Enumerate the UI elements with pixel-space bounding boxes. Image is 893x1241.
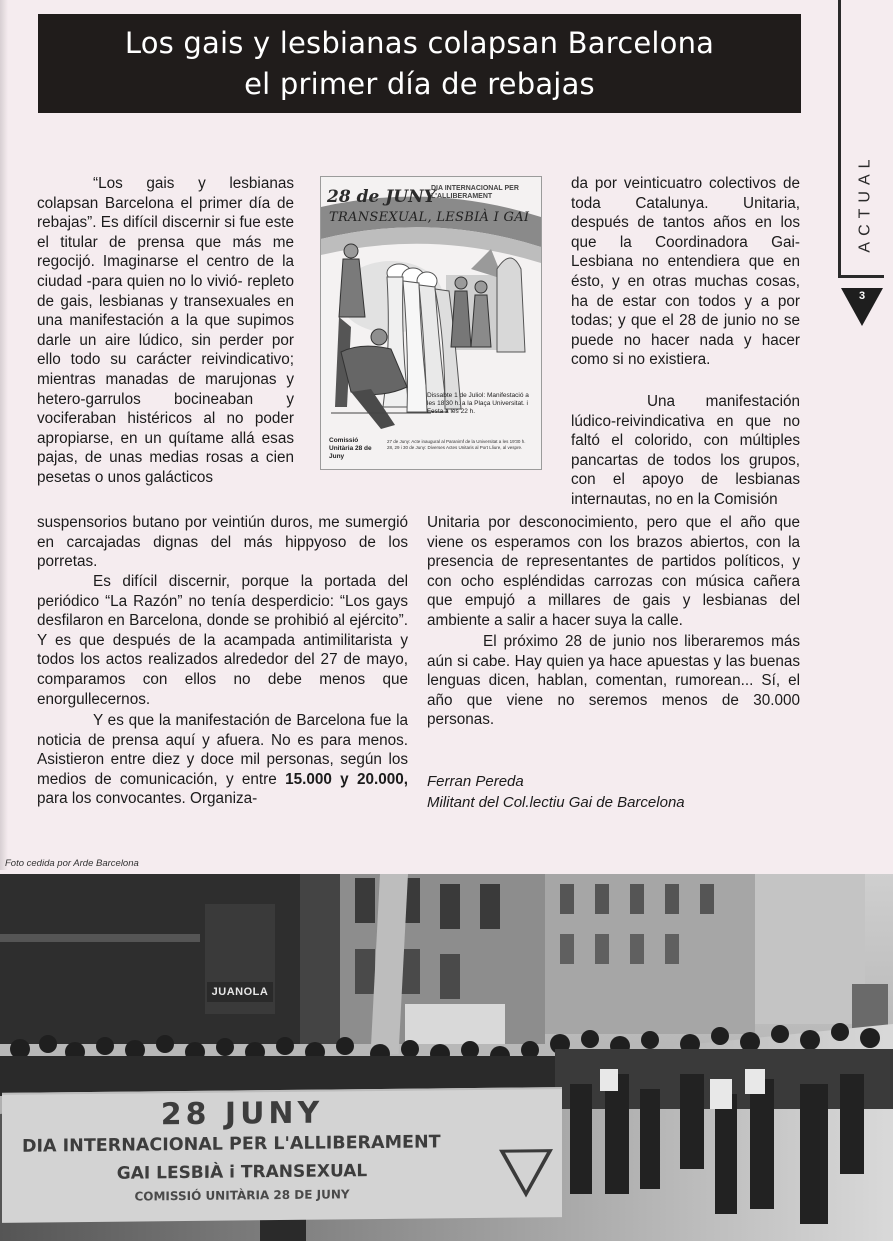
article-col1-p1-text: “Los gais y lesbianas colapsan Barcelona el primer día de rebajas”. Es difícil discernir si fue este el titular de prensa que más me regocijó. Imaginarse el centro de la ciudad -para quien no lo vivió- repleto de gais, lesbianas y transexuales en una manifestación a la que supimos darle un aire lúdico, sin perder por ello todo su carácter reivindicativo; mientras manadas de marujonas y hetero-garrulos bocineaban y vociferaban histéricos al no poder apropiarse, en un quítame allá esas pajas, de unas medias rosas a cien pesetas o unos galácticos xyxy=(37,175,294,486)
section-tab-rule-horizontal xyxy=(838,275,884,278)
page-number: 3 xyxy=(858,290,866,302)
event-poster-image xyxy=(320,176,542,470)
banner-line-2: DIA INTERNACIONAL PER L'ALLIBERAMENT xyxy=(22,1132,441,1157)
poster-footer-line-1: 27 de Juny: Acte inaugural al Paranimf de la Universitat a les 19'30 h. xyxy=(387,439,526,444)
article-title-bar xyxy=(38,14,801,113)
article-col2-p2-cont-text: Unitaria por desconocimiento, pero que el año que viene os esperamos con los brazos abiertos, con la presencia de representantes de partidos políticos, y con ocho espléndidas carrozas con música cañera que empujó a millares de gais y lesbianas del ambiente a salir a hacer suya la calle. xyxy=(427,514,800,629)
banner-line-3: GAI LESBIÀ i TRANSEXUAL xyxy=(116,1161,368,1184)
section-label xyxy=(846,140,886,265)
march-photo xyxy=(0,874,893,1241)
article-col1-paragraph-1 xyxy=(37,174,294,488)
section-label-text: ACTUAL xyxy=(857,152,874,253)
article-col1-p2-text: Es difícil discernir, porque la portada del periódico “La Razón” no tenía desperdicio: “Los gays desfilaron en Barcelona, donde se prohibió al ejército”. Y es que después de la acampada antimilitarista y todos los actos realizados alrededor del 27 de mayo, comparamos con ellos no debe menos que enorgullecernos. xyxy=(37,573,408,708)
article-col1-p1-cont-text: suspensorios butano por veintiún duros, me sumergió en carcajadas dignas del más hippyoso de los porretas. xyxy=(37,514,408,571)
article-col2-paragraph-3 xyxy=(427,632,800,730)
article-col2-paragraph-2-continued xyxy=(427,513,800,631)
author-affiliation: Militant del Col.lectiu Gai de Barcelona xyxy=(427,794,685,811)
section-tab-rule-vertical xyxy=(838,0,841,278)
article-col1-p3-tail-text: para los convocantes. Organiza- xyxy=(37,790,258,808)
banner-line-4: COMISSIÓ UNITÀRIA 28 DE JUNY xyxy=(134,1187,350,1204)
article-col1-p3-text: Y es que la manifestación de Barcelona fue la noticia de prensa aquí y afuera. No es para menos. Asistieron entre diez y doce mil personas, según los medios de comunicación, y entre xyxy=(37,712,408,788)
article-col2-p2-text: Una manifestación lúdico-reivindicativa en que no faltó el colorido, con múltiples pancartas de todos los grupos, con el apoyo de lesbianas internautas, no en la Comisión xyxy=(571,393,800,508)
photo-credit: Foto cedida por Arde Barcelona xyxy=(5,858,139,869)
article-col1-paragraph-2 xyxy=(37,572,408,709)
article-col2-paragraph-1 xyxy=(571,174,800,370)
banner-triangle-inner xyxy=(505,1152,547,1190)
article-title-line-1: Los gais y lesbianas colapsan Barcelona xyxy=(124,25,715,60)
march-banner xyxy=(2,1087,562,1223)
poster-tagline: TRANSEXUAL, LESBIÀ I GAI xyxy=(329,210,530,225)
article-title-line-2: el primer día de rebajas xyxy=(244,66,595,101)
article-col1-p3-bold-figures: 15.000 y 20.000, xyxy=(285,770,408,788)
poster-footer-line-2: 28, 29 i 30 de Juny: Diverses Actes Unitaris al Port Lliure, al vespre. xyxy=(387,445,523,450)
banner-line-1: 28 JUNY xyxy=(160,1095,324,1133)
page-edge-shadow xyxy=(0,0,8,870)
poster-info: Dissabte 1 de Juliol: Manifestació a les 18'30 h. a la Plaça Universitat. i Festa a les 22 h. xyxy=(427,392,529,415)
article-col2-paragraph-2 xyxy=(571,392,800,510)
shop-sign: JUANOLA xyxy=(207,982,273,1002)
poster-headline: 28 de JUNY xyxy=(327,187,436,207)
article-col1-paragraph-3 xyxy=(37,711,408,809)
article-col1-paragraph-1-continued xyxy=(37,513,408,572)
author-name: Ferran Pereda xyxy=(427,773,524,790)
article-col2-p1-text: da por veinticuatro colectivos de toda Catalunya. Unitaria, después de tantos años en los que la Coordinadora Gai-Lesbiana no entendiera que en ésto, y en otras muchas cosas, ha de estar con todos y a por todas; y que el 28 de junio no se puede no hacer nada y hacer como si no existiera. xyxy=(571,175,800,369)
poster-organizer: Comissió Unitària 28 de Juny xyxy=(329,437,372,460)
poster-footer xyxy=(387,439,537,451)
article-col2-p3-text: El próximo 28 de junio nos liberaremos más aún si cabe. Hay quien ya hace apuestas y las buenas lenguas dicen, hablan, comentan, rumorean... Sí, el año que viene no seremos menos de 30.000 personas. xyxy=(427,633,800,729)
poster-subheadline: DIA INTERNACIONAL PER L'ALLIBERAMENT xyxy=(431,185,519,200)
